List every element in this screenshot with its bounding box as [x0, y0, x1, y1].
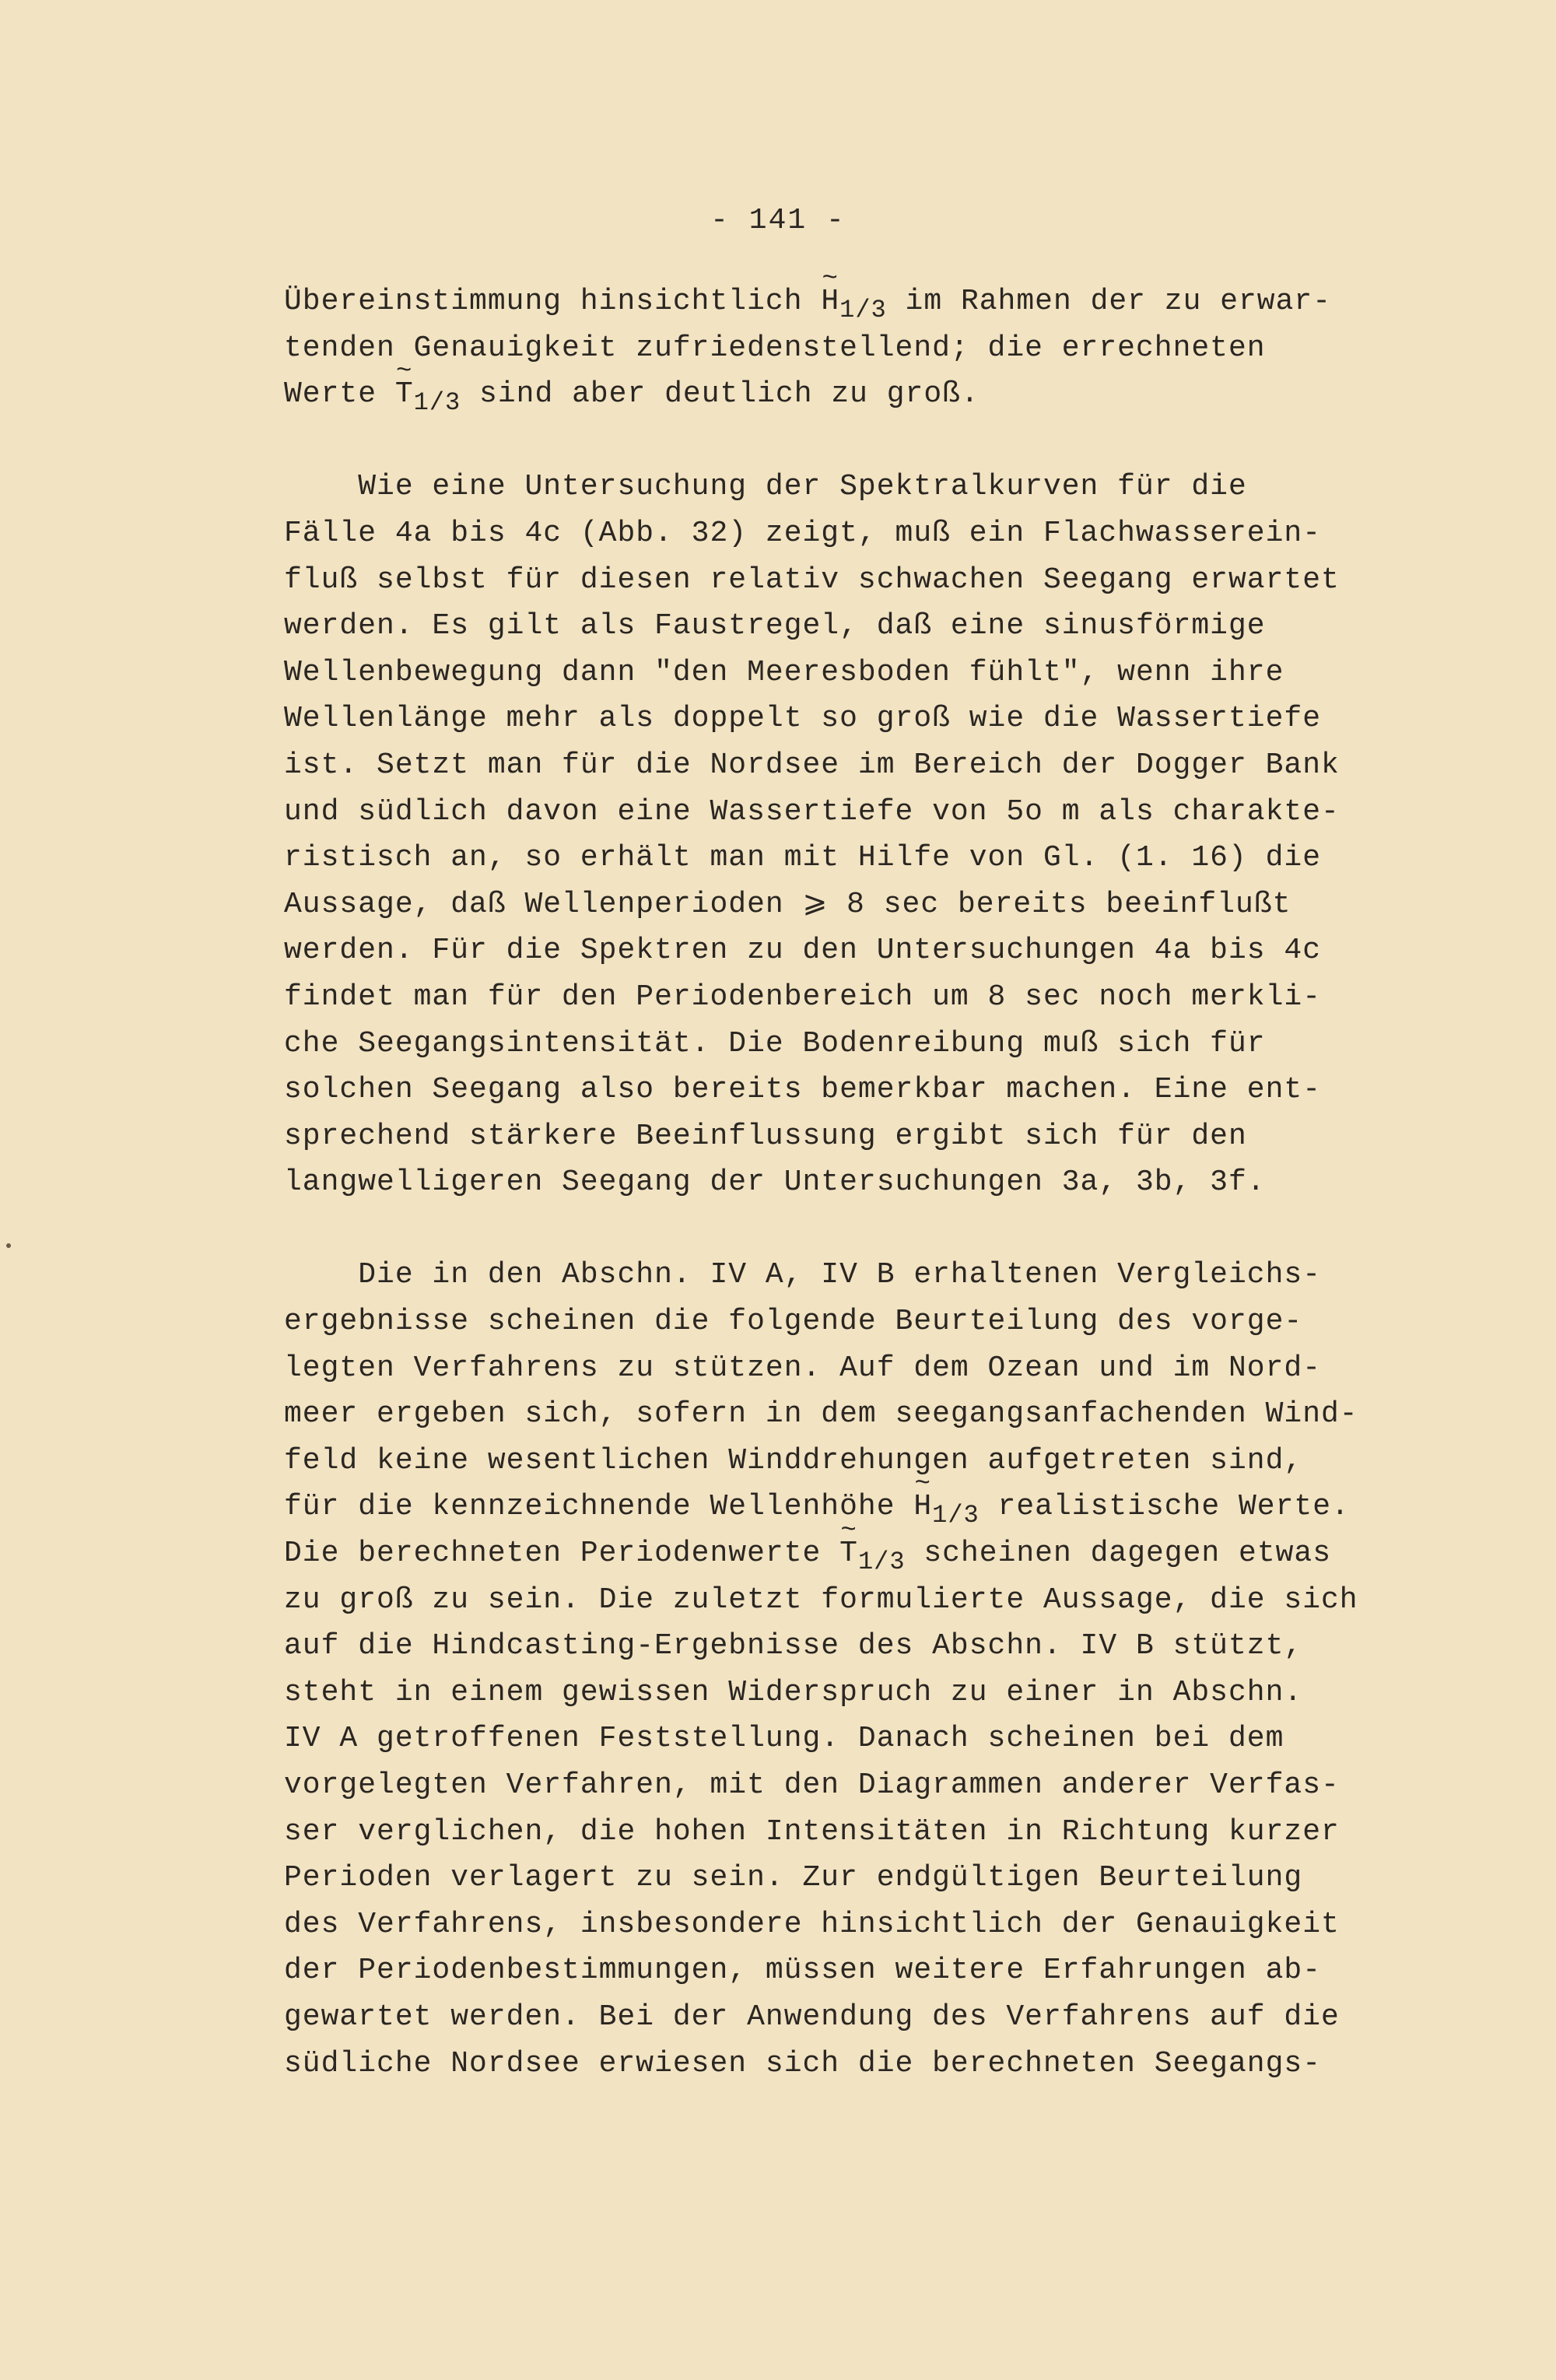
text-line [284, 1391, 1389, 1438]
text-run: Fälle 4a bis 4c (Abb. 32) zeigt, muß ein Flachwasserein- [284, 516, 1322, 550]
text-run: für die kennzeichnende Wellenhöhe [284, 1490, 914, 1524]
math-subscript: 1/3 [932, 1501, 980, 1530]
text-run: des Verfahrens, insbesondere hinsichtlich der Genauigkeit [284, 1907, 1340, 1941]
text-run: tenden Genauigkeit zufriedenstellend; die errechneten [284, 331, 1266, 365]
text-line [284, 1994, 1389, 2041]
text-line [284, 1623, 1389, 1670]
text-run: und südlich davon eine Wassertiefe von 5o m als charakte- [284, 794, 1340, 829]
text-run: der Periodenbestimmungen, müssen weitere Erfahrungen ab- [284, 1954, 1322, 1988]
paper-speck [6, 1243, 11, 1248]
text-run: auf die Hindcasting-Ergebnisse des Abschn. IV B stützt, [284, 1629, 1303, 1663]
text-run: fluß selbst für diesen relativ schwachen Seegang erwartet [284, 563, 1340, 597]
math-subscript: 1/3 [857, 1548, 906, 1577]
text-line [284, 789, 1389, 836]
text-run: feld keine wesentlichen Winddrehungen aufgetreten sind, [284, 1443, 1303, 1477]
text-run: Die berechneten Periodenwerte [284, 1537, 840, 1571]
text-run: Aussage, daß Wellenperioden ⩾ 8 sec bereits beeinflußt [284, 887, 1291, 921]
text-run: realistische Werte. [979, 1490, 1350, 1524]
text-run: gewartet werden. Bei der Anwendung des Verfahrens auf die [284, 2000, 1340, 2034]
text-line [284, 1530, 1389, 1577]
text-run: zu groß zu sein. Die zuletzt formulierte Aussage, die sich [284, 1583, 1358, 1617]
text-run: ser verglichen, die hohen Intensitäten in Richtung kurzer [284, 1814, 1340, 1849]
text-line [284, 835, 1389, 882]
text-run: werden. Für die Spektren zu den Untersuchungen 4a bis 4c [284, 934, 1322, 968]
body-text [284, 279, 1389, 2087]
text-line [284, 974, 1389, 1021]
text-line [284, 510, 1389, 557]
text-run: findet man für den Periodenbereich um 8 sec noch merkli- [284, 980, 1322, 1014]
paragraph-gap [284, 1206, 1389, 1253]
text-run: ergebnisse scheinen die folgende Beurteilung des vorge- [284, 1305, 1303, 1339]
paragraph-3 [284, 1252, 1389, 2087]
text-run: legten Verfahrens zu stützen. Auf dem Ozean und im Nord- [284, 1351, 1322, 1385]
text-line [284, 696, 1389, 742]
text-line [284, 927, 1389, 974]
text-line [284, 603, 1389, 650]
text-run: Die in den Abschn. IV A, IV B erhaltenen Vergleichs- [284, 1258, 1322, 1292]
text-line [284, 1947, 1389, 1994]
text-line [284, 1299, 1389, 1345]
math-subscript: 1/3 [413, 388, 461, 418]
text-line [284, 1716, 1389, 1762]
text-run: südliche Nordsee erwiesen sich die berechneten Seegangs- [284, 2046, 1322, 2080]
text-line [284, 1762, 1389, 1809]
paragraph-gap [284, 418, 1389, 464]
text-line [284, 1021, 1389, 1067]
text-line [284, 1438, 1389, 1484]
page-number: - 141 - [710, 204, 846, 237]
text-line [284, 464, 1389, 510]
text-run: che Seegangsintensität. Die Bodenreibung muß sich für [284, 1026, 1266, 1060]
text-run: Perioden verlagert zu sein. Zur endgültigen Beurteilung [284, 1861, 1303, 1895]
text-line [284, 1113, 1389, 1160]
text-line [284, 2041, 1389, 2087]
text-line [284, 325, 1389, 372]
text-run: meer ergeben sich, sofern in dem seegangsanfachenden Wind- [284, 1397, 1358, 1432]
text-run: IV A getroffenen Feststellung. Danach scheinen bei dem [284, 1722, 1284, 1756]
text-line [284, 650, 1389, 696]
text-line [284, 1577, 1389, 1624]
text-line [284, 371, 1389, 418]
text-run: langwelligeren Seegang der Untersuchungen 3a, 3b, 3f. [284, 1165, 1266, 1200]
text-line [284, 1855, 1389, 1902]
text-run: scheinen dagegen etwas [905, 1537, 1332, 1571]
text-run: sprechend stärkere Beeinflussung ergibt sich für den [284, 1119, 1247, 1153]
text-run: im Rahmen der zu erwar- [886, 285, 1332, 318]
paragraph-2 [284, 464, 1389, 1206]
text-run: werden. Es gilt als Faustregel, daß eine sinusförmige [284, 609, 1266, 643]
text-run: vorgelegten Verfahren, mit den Diagrammen anderer Verfas- [284, 1768, 1340, 1802]
math-symbol: ~ T [395, 371, 414, 418]
math-subscript: 1/3 [839, 296, 887, 324]
text-line [284, 1345, 1389, 1392]
text-run: Wie eine Untersuchung der Spektralkurven für die [284, 470, 1247, 504]
math-symbol: ~ H [913, 1484, 932, 1530]
text-line [284, 1670, 1389, 1716]
text-run: Werte [284, 377, 395, 412]
text-run: Wellenlänge mehr als doppelt so groß wie die Wassertiefe [284, 702, 1322, 736]
text-run: ristisch an, so erhält man mit Hilfe von Gl. (1. 16) die [284, 841, 1322, 875]
math-symbol: ~ H [821, 279, 839, 325]
text-line [284, 1484, 1389, 1530]
math-symbol: ~ T [839, 1530, 858, 1577]
text-run: Übereinstimmung hinsichtlich [284, 285, 822, 318]
paragraph-1 [284, 279, 1389, 418]
text-line [284, 1902, 1389, 1948]
text-run: ist. Setzt man für die Nordsee im Bereich der Dogger Bank [284, 748, 1340, 782]
text-line [284, 1809, 1389, 1856]
text-line [284, 1159, 1389, 1206]
text-run: Wellenbewegung dann "den Meeresboden fühlt", wenn ihre [284, 655, 1284, 689]
text-line [284, 882, 1389, 928]
text-line [284, 1252, 1389, 1299]
text-line [284, 1067, 1389, 1113]
text-line [284, 742, 1389, 789]
text-run: sind aber deutlich zu groß. [461, 377, 980, 412]
text-line [284, 557, 1389, 604]
text-run: solchen Seegang also bereits bemerkbar machen. Eine ent- [284, 1073, 1322, 1107]
text-run: steht in einem gewissen Widerspruch zu einer in Abschn. [284, 1675, 1303, 1709]
text-line [284, 279, 1389, 325]
